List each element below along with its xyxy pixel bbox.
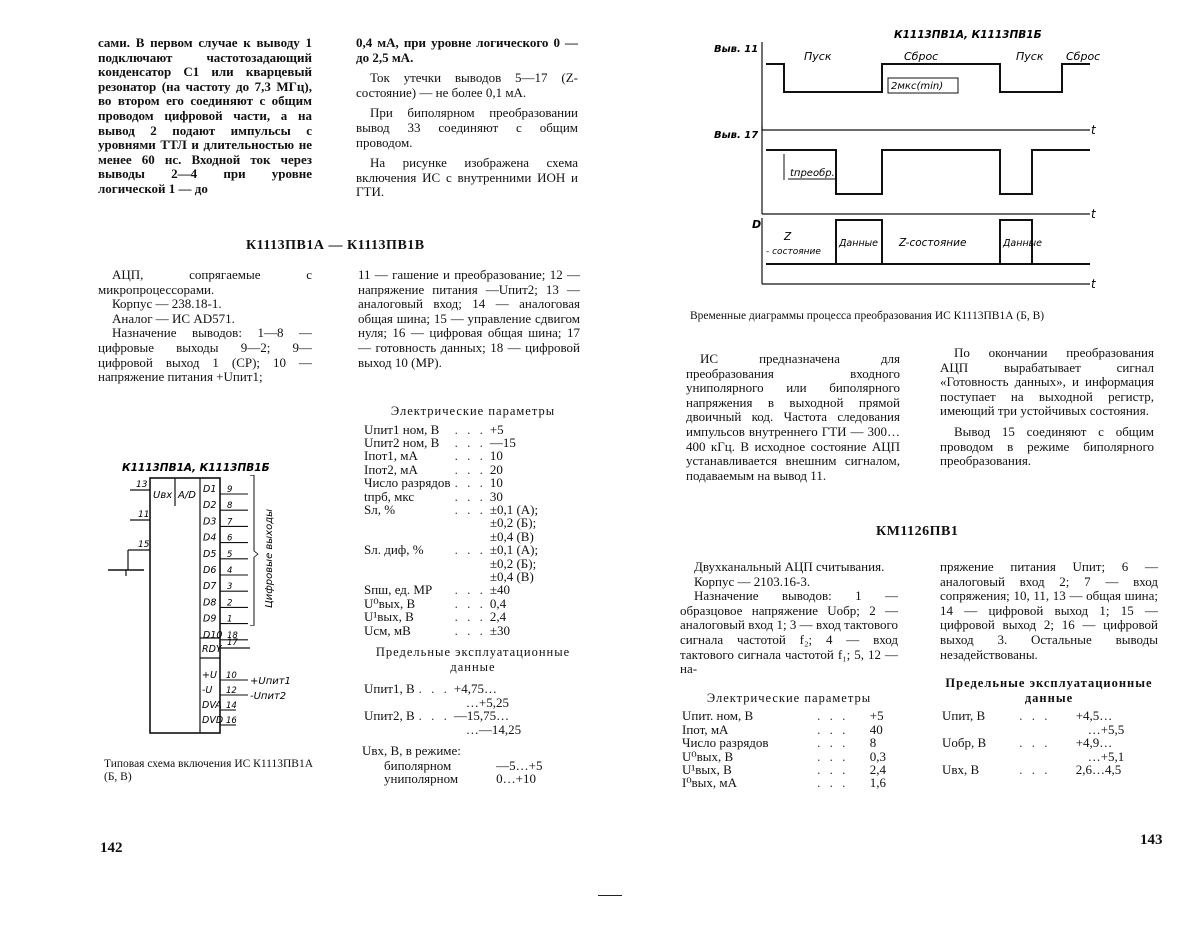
parameter-value: 10 bbox=[489, 448, 503, 464]
parameter-value: 40 bbox=[869, 721, 883, 737]
electrical-parameters-title: Электрические параметры bbox=[706, 690, 872, 705]
parameter-row bbox=[362, 503, 540, 516]
parameter-name: Sл, % bbox=[364, 502, 396, 518]
description-paragraph: пряжение питания Uпит; 6 — аналоговый вход 2; 7 — вход сопряжения; 10, 11, 13 — общая шина; 14 — цифровой выход 1; 15 — цифровой выход 2; 16 — цифровой выход 3. Остальные выводы незадействованы. bbox=[940, 559, 1158, 662]
row2-label: Выв. 17 bbox=[714, 130, 759, 141]
time-axis-label: t bbox=[1091, 123, 1096, 137]
parameter-row bbox=[362, 476, 540, 489]
parameter-row bbox=[680, 763, 898, 776]
output-pin-number: 5 bbox=[227, 549, 233, 560]
output-pin-number: 8 bbox=[227, 501, 233, 512]
parameter-row bbox=[680, 776, 898, 789]
dot-leader: . . . bbox=[454, 448, 486, 464]
output-pins bbox=[203, 484, 248, 641]
electrical-parameters-table bbox=[680, 709, 898, 789]
schematic-diagram bbox=[100, 458, 350, 758]
parameter-row bbox=[362, 490, 540, 503]
parameter-value: ±0,4 (В) bbox=[489, 569, 534, 585]
parameter-name: Sпш, ед. МР bbox=[364, 582, 433, 598]
dot-leader: . . . bbox=[1019, 735, 1051, 751]
power-label: DVD bbox=[202, 715, 224, 726]
dot-leader: . . . bbox=[817, 721, 849, 737]
timing-diagram bbox=[704, 24, 1128, 294]
body-paragraph: Вывод 15 соединяют с общим проводом в режиме биполярного преобразования. bbox=[940, 423, 1154, 469]
parameter-row bbox=[362, 436, 540, 449]
intro-column-1 bbox=[98, 36, 312, 203]
dot-leader bbox=[453, 570, 488, 583]
data-label-2: Данные bbox=[1003, 238, 1043, 249]
power-pin-number: 16 bbox=[226, 716, 237, 726]
parameter-name: Uпит1 ном, В bbox=[364, 421, 440, 437]
parameter-row bbox=[362, 423, 540, 436]
schematic-caption: Типовая схема включения ИС К1113ПВ1А (Б, В) bbox=[104, 758, 314, 783]
parameter-value: +5 bbox=[489, 421, 504, 437]
power-pins bbox=[202, 670, 291, 726]
intro-paragraph: сами. В первом случае к выводу 1 подключают частотозадающий конденсатор С1 или кварцевый резонатор (на частоту до 7,3 МГц), во втором его соединяют с общим проводом цифровой части, а на вывод 2 подают импульсы с уровнями ТТЛ и длительностью не менее 60 нс. Входной ток через выводы 2—4 при уровне логической 1 — до bbox=[98, 35, 312, 196]
body-paragraph: По окончании преобразования АЦП вырабатывает сигнал «Готовность данных», и информация поступает на выходной регистр, имеющий три устойчивых состояния. bbox=[940, 345, 1154, 419]
parameter-name: Uпит2 ном, В bbox=[364, 435, 440, 450]
dot-leader: . . . bbox=[1019, 761, 1051, 777]
parameter-value: +4,75… bbox=[453, 681, 497, 697]
parameter-row bbox=[362, 449, 540, 462]
dot-leader: . . . bbox=[817, 775, 849, 791]
uvx-label: Uвх, В, в режиме: bbox=[362, 742, 461, 758]
parameter-name: Iпот2, мА bbox=[364, 461, 418, 477]
output-pin-number: 9 bbox=[227, 485, 233, 495]
parameter-value: +4,5… bbox=[1075, 708, 1113, 724]
output-pin-number: 6 bbox=[227, 533, 233, 544]
parameter-row bbox=[680, 709, 898, 722]
z-state-label: - состояние bbox=[766, 247, 821, 257]
intro-paragraph: При биполярном преобразовании вывод 33 соединяют с общим проводом. bbox=[356, 105, 578, 150]
dot-leader: . . . bbox=[454, 421, 486, 437]
parameter-value: …+5,25 bbox=[465, 694, 509, 710]
input-pin-15: 15 bbox=[138, 540, 150, 550]
output-label: D1 bbox=[203, 484, 217, 495]
body-column-1 bbox=[686, 352, 900, 489]
parameter-name: Sл. диф, % bbox=[364, 542, 424, 558]
parameter-row bbox=[680, 723, 898, 736]
parameter-row bbox=[680, 750, 898, 763]
mode-value: 0…+10 bbox=[496, 770, 536, 786]
parameter-name: Число разрядов bbox=[682, 735, 769, 751]
parameter-name: Число разрядов bbox=[364, 475, 451, 491]
power-label: -U bbox=[202, 685, 213, 696]
parameter-value: —15 bbox=[489, 435, 516, 450]
page-number: 142 bbox=[100, 840, 123, 856]
dot-leader: . . . bbox=[817, 761, 849, 777]
description-paragraph: Назначение выводов: 1 — образцовое напряжение Uобр; 2 — аналоговый вход 1; 3 — вход тактового сигнала частотой f₂; 4 — вход тактового сигнала частотой f₁; 5, 12 — на- bbox=[680, 588, 898, 677]
mode-name: униполярном bbox=[384, 770, 459, 786]
power-net-label: +Uпит1 bbox=[250, 676, 291, 687]
parameter-row bbox=[362, 624, 540, 637]
right-page bbox=[600, 0, 1200, 935]
parameter-value: ±0,1 (А); bbox=[489, 542, 539, 558]
output-label: D4 bbox=[203, 532, 217, 544]
intro-paragraph: 0,4 мА, при уровне логического 0 — до 2,5 мА. bbox=[356, 35, 578, 65]
rdy-pin: 17 bbox=[227, 638, 238, 648]
parameter-row bbox=[680, 736, 898, 749]
parameter-value: +5 bbox=[869, 708, 884, 724]
description-column-1 bbox=[680, 560, 898, 790]
parameter-value: 30 bbox=[489, 488, 503, 504]
dot-leader: . . . bbox=[454, 461, 486, 477]
parameter-row bbox=[362, 570, 540, 583]
parameter-name bbox=[362, 557, 453, 570]
dot-leader: . . . bbox=[454, 542, 486, 558]
dot-leader: . . . bbox=[454, 502, 486, 518]
parameter-value: 10 bbox=[489, 475, 503, 491]
dot-leader: . . . bbox=[817, 748, 849, 764]
timing-title: К1113ПВ1А, К1113ПВ1Б bbox=[894, 29, 1042, 41]
parameter-row bbox=[362, 557, 540, 570]
output-label: D7 bbox=[203, 581, 217, 593]
output-pin-number: 2 bbox=[227, 598, 233, 609]
data-label-1: Данные bbox=[839, 238, 879, 249]
description-paragraph: Двухканальный АЦП считывания. bbox=[694, 559, 885, 574]
digital-outputs-label: Цифровые выходы bbox=[264, 508, 275, 608]
pulse-width-label: 2мкс(min) bbox=[891, 81, 944, 92]
parameters-block bbox=[362, 398, 584, 785]
dot-leader: . . . bbox=[454, 582, 486, 598]
output-pin-number: 3 bbox=[227, 582, 233, 593]
dot-leader: . . . bbox=[418, 708, 450, 724]
parameter-name: U⁰вых, В bbox=[364, 595, 416, 611]
parameter-value: …+5,1 bbox=[1087, 748, 1125, 764]
body-paragraph: ИС предназначена для преобразования входного униполярного или биполярного напряжения в выходной прямой двоичный код. Частота следования импульсов внутреннего ГТИ — 300…400 кГц. В исходное состояние АЦП устанавливается внешним сигналом, подаваемым на вывод 11. bbox=[686, 351, 900, 483]
parameter-value: —15,75… bbox=[453, 708, 510, 724]
description-paragraph: 11 — гашение и преобразование; 12 — напряжение питания —Uпит2; 13 — аналоговый вход; 14 — аналоговая общая шина; 15 — управление сдвигом нуля; 16 — цифровая общая шина; 17 — готовность данных; 18 — цифровой выход 10 (МР). bbox=[358, 267, 580, 370]
description-column-1 bbox=[98, 268, 312, 385]
dot-leader bbox=[453, 530, 488, 543]
intro-column-2 bbox=[356, 36, 578, 206]
power-pin-number: 10 bbox=[226, 671, 237, 681]
parameter-name: Uпит. ном, В bbox=[682, 708, 754, 724]
parameter-name: U¹вых, В bbox=[364, 609, 414, 625]
parameter-value: 1,6 bbox=[869, 775, 887, 791]
parameter-row-continued bbox=[940, 750, 1158, 763]
output-label: D5 bbox=[203, 548, 217, 560]
parameter-value: ±0,1 (А); bbox=[489, 502, 539, 518]
parameter-name: Iпот1, мА bbox=[364, 448, 418, 464]
parameter-row bbox=[362, 543, 540, 556]
parameter-name bbox=[362, 530, 453, 543]
pusk-label-1: Пуск bbox=[804, 50, 832, 63]
description-column-2 bbox=[358, 268, 580, 376]
dot-leader: . . . bbox=[454, 435, 486, 450]
intro-paragraph: На рисунке изображена схема включения ИС с внутренними ИОН и ГТИ. bbox=[356, 155, 578, 200]
description-paragraph: Аналог — ИС AD571. bbox=[112, 310, 235, 326]
output-label: D9 bbox=[203, 613, 217, 625]
dot-leader: . . . bbox=[454, 595, 486, 611]
power-label: DVA bbox=[202, 700, 222, 711]
row1-label: Выв. 11 bbox=[714, 44, 759, 55]
dot-leader: . . . bbox=[454, 609, 486, 625]
parameter-value: 0,4 bbox=[489, 595, 507, 611]
parameter-row bbox=[940, 736, 1158, 749]
rdy-label: RDY bbox=[202, 644, 222, 655]
parameter-name: Uпит2, В bbox=[364, 708, 415, 724]
parameter-value: +4,9… bbox=[1075, 735, 1113, 751]
sbros-label-2: Сброс bbox=[1066, 50, 1101, 63]
power-label: +U bbox=[202, 670, 217, 681]
ad-block-label: A/D bbox=[178, 490, 196, 501]
parameter-name bbox=[362, 570, 453, 583]
parameter-name: I⁰вых, мА bbox=[682, 775, 738, 791]
output-label: D8 bbox=[203, 597, 217, 609]
parameter-name: tпрб, мкс bbox=[364, 488, 415, 504]
dot-leader bbox=[453, 557, 488, 570]
parameter-row-continued bbox=[362, 723, 523, 736]
uvx-mode-row bbox=[382, 772, 544, 785]
parameter-name: Uпит1, В bbox=[364, 681, 415, 697]
output-pin-number: 1 bbox=[227, 614, 233, 625]
mode-name: биполярном bbox=[384, 757, 452, 773]
intro-paragraph: Ток утечки выводов 5—17 (Z-состояние) — не более 0,1 мА. bbox=[356, 70, 578, 100]
parameter-row bbox=[362, 610, 540, 623]
parameter-value: 2,4 bbox=[869, 761, 887, 777]
parameter-row bbox=[362, 682, 523, 695]
parameter-row bbox=[362, 583, 540, 596]
input-pin-11: 11 bbox=[138, 510, 150, 520]
electrical-parameters-table bbox=[362, 423, 540, 638]
parameter-row bbox=[362, 709, 523, 722]
parameter-row-continued bbox=[940, 723, 1158, 736]
output-pin-number: 4 bbox=[227, 566, 233, 576]
description-column-2 bbox=[940, 560, 1158, 776]
dot-leader: . . . bbox=[418, 681, 450, 697]
parameter-value: 2,6…4,5 bbox=[1075, 761, 1122, 777]
limit-parameters-table bbox=[940, 709, 1158, 776]
parameter-value: …+5,5 bbox=[1087, 721, 1125, 737]
section-title: К1113ПВ1А — К1113ПВ1В bbox=[246, 238, 425, 253]
limit-parameters-title: Предельные эксплуатационные данные bbox=[375, 645, 571, 674]
dot-leader: . . . bbox=[817, 708, 849, 724]
dot-leader bbox=[453, 516, 488, 529]
parameter-value: 20 bbox=[489, 461, 503, 477]
parameter-name: U⁰вых, В bbox=[682, 748, 734, 764]
parameter-value: ±0,4 (В) bbox=[489, 528, 534, 544]
uvx-block-label: Uвх bbox=[153, 490, 173, 501]
parameter-value: ±0,2 (Б); bbox=[489, 515, 537, 531]
parameter-row bbox=[362, 530, 540, 543]
output-label: D2 bbox=[203, 500, 217, 512]
sbros-label-1: Сброс bbox=[904, 50, 939, 63]
section-title: КМ1126ПВ1 bbox=[876, 524, 959, 539]
mode-value: —5…+5 bbox=[496, 757, 543, 773]
tconv-label: tпреобр. bbox=[790, 168, 835, 179]
parameter-row bbox=[362, 597, 540, 610]
parameter-name: Uпит, В bbox=[942, 708, 986, 724]
footer-mark bbox=[598, 895, 622, 896]
input-pin-13: 13 bbox=[136, 480, 148, 490]
parameter-name: Uсм, мВ bbox=[364, 622, 411, 638]
parameter-value: …—14,25 bbox=[465, 721, 522, 737]
z-state-label-2: Z-состояние bbox=[899, 237, 967, 249]
limit-parameters-title: Предельные эксплуатационные данные bbox=[945, 676, 1153, 705]
parameter-value: 8 bbox=[869, 735, 877, 751]
description-paragraph: АЦП, сопрягаемые с микропроцессорами. bbox=[98, 267, 312, 297]
dot-leader: . . . bbox=[1019, 708, 1051, 724]
parameter-name: Iпот, мА bbox=[682, 721, 729, 737]
uvx-modes-table bbox=[382, 759, 544, 786]
output-label: D3 bbox=[203, 516, 217, 528]
timing-caption: Временные диаграммы процесса преобразования ИС К1113ПВ1А (Б, В) bbox=[690, 310, 1045, 322]
output-label: D6 bbox=[203, 565, 217, 576]
parameter-value: ±40 bbox=[489, 582, 510, 598]
parameter-name bbox=[362, 516, 453, 529]
dot-leader: . . . bbox=[454, 475, 486, 491]
parameter-row bbox=[940, 709, 1158, 722]
power-pin-number: 12 bbox=[226, 686, 237, 696]
electrical-parameters-title: Электрические параметры bbox=[390, 404, 556, 418]
uvx-mode-row bbox=[382, 759, 544, 772]
schematic-title: К1113ПВ1А, К1113ПВ1Б bbox=[122, 462, 270, 474]
row3-label: D bbox=[752, 218, 762, 231]
parameter-name: U¹вых, В bbox=[682, 761, 732, 777]
dot-leader: . . . bbox=[454, 622, 486, 638]
description-paragraph: Корпус — 2103.16-3. bbox=[694, 573, 811, 589]
parameter-value: ±0,2 (Б); bbox=[489, 555, 537, 571]
power-pin-number: 14 bbox=[226, 701, 237, 711]
pusk-label-2: Пуск bbox=[1016, 50, 1044, 63]
output-pin-number: 18 bbox=[227, 630, 238, 641]
page-number: 143 bbox=[1140, 832, 1163, 848]
parameter-row bbox=[362, 463, 540, 476]
limit-parameters-table bbox=[362, 682, 523, 736]
outputs-brace bbox=[250, 475, 258, 625]
description-paragraph: Назначение выводов: 1—8 — цифровые выходы 9—2; 9— цифровой выход 1 (СР); 10 — напряжение питания +Uпит1; bbox=[98, 325, 312, 385]
parameter-name: Uобр, В bbox=[942, 735, 987, 751]
parameter-value: 2,4 bbox=[489, 609, 507, 625]
time-axis-label: t bbox=[1091, 277, 1096, 291]
dot-leader: . . . bbox=[454, 488, 486, 504]
parameter-name: Uвх, В bbox=[942, 761, 980, 777]
parameter-value: ±30 bbox=[489, 622, 510, 638]
parameter-value: 0,3 bbox=[869, 748, 887, 764]
z-label: Z bbox=[784, 231, 792, 243]
parameter-row-continued bbox=[362, 696, 523, 709]
output-pin-number: 7 bbox=[227, 517, 233, 528]
time-axis-label: t bbox=[1091, 207, 1096, 221]
output-label: D10 bbox=[203, 629, 223, 641]
parameter-row bbox=[362, 516, 540, 529]
parameter-row bbox=[940, 763, 1158, 776]
dot-leader: . . . bbox=[817, 735, 849, 751]
body-column-2 bbox=[940, 346, 1154, 475]
description-paragraph: Корпус — 238.18-1. bbox=[112, 296, 222, 312]
power-net-label: -Uпит2 bbox=[250, 691, 287, 702]
